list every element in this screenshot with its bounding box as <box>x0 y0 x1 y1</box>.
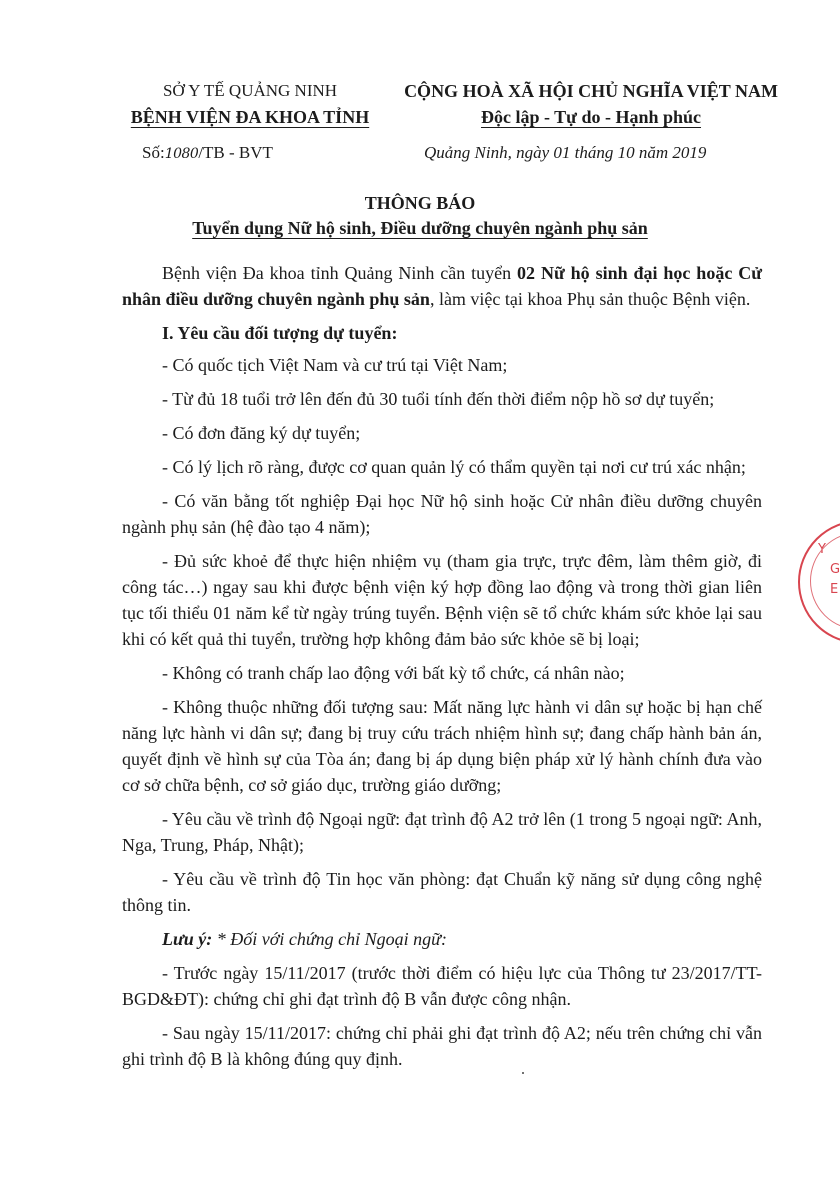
national-header <box>392 78 790 130</box>
intro-paragraph: Bệnh viện Đa khoa tỉnh Quảng Ninh cần tuyển 02 Nữ hộ sinh đại học hoặc Cử nhân điều dưỡng chuyên ngành phụ sản, làm việc tại khoa Phụ sản thuộc Bệnh viện. <box>122 263 763 309</box>
document-subtitle: Tuyển dụng Nữ hộ sinh, Điều dưỡng chuyên ngành phụ sản <box>192 218 648 238</box>
red-seal-stamp: Y G E <box>798 520 840 644</box>
requirement-item: - Có lý lịch rõ ràng, được cơ quan quản lý có thẩm quyền tại nơi cư trú xác nhận; <box>162 457 746 477</box>
note-item: - Trước ngày 15/11/2017 (trước thời điểm có hiệu lực của Thông tư 23/2017/TT-BGD&ĐT): chứng chỉ ghi đạt trình độ B vẫn được công nhận. <box>122 963 762 1009</box>
document-title: THÔNG BÁO <box>364 193 476 213</box>
requirement-item: - Yêu cầu về trình độ Ngoại ngữ: đạt trình độ A2 trở lên (1 trong 5 ngoại ngữ: Anh, Nga, Trung, Pháp, Nhật); <box>122 809 762 855</box>
requirement-item: - Có quốc tịch Việt Nam và cư trú tại Việt Nam; <box>162 355 508 375</box>
document-date: Quảng Ninh, ngày 01 tháng 10 năm 2019 <box>424 143 707 162</box>
requirement-item: - Yêu cầu về trình độ Tin học văn phòng: đạt Chuẩn kỹ năng sử dụng công nghệ thông tin. <box>122 869 762 915</box>
requirement-item: - Không thuộc những đối tượng sau: Mất năng lực hành vi dân sự hoặc bị hạn chế năng lực hành vi dân sự; đang bị truy cứu trách nhiệm hình sự; đang chấp hành bản án, quyết định về hình sự của Tòa án; đang bị áp dụng biện pháp xử lý hành chính đưa vào cơ sở chữa bệnh, cơ sở giáo dục, trường giáo dưỡng; <box>122 697 762 795</box>
issuer-hospital: BỆNH VIỆN ĐA KHOA TỈNH <box>130 107 370 127</box>
requirement-item: - Có văn bằng tốt nghiệp Đại học Nữ hộ sinh hoặc Cử nhân điều dưỡng chuyên ngành phụ sản (hệ đào tạo 4 năm); <box>122 491 762 537</box>
section-heading: I. Yêu cầu đối tượng dự tuyển: <box>162 323 398 343</box>
requirement-item: - Từ đủ 18 tuổi trở lên đến đủ 30 tuổi tính đến thời điểm nộp hồ sơ dự tuyển; <box>162 389 715 409</box>
note-heading: Lưu ý: * Đối với chứng chỉ Ngoại ngữ: <box>162 929 447 949</box>
requirement-item: - Đủ sức khoẻ để thực hiện nhiệm vụ (tham gia trực, trực đêm, làm thêm giờ, đi công tác…) ngay sau khi được bệnh viện ký hợp đồng lao động và trong thời gian liên tục tối thiểu 01 năm kể từ ngày trúng tuyển. Bệnh viện sẽ tổ chức khám sức khỏe lại sau khi có kết quả thi tuyển, trường hợp không đảm bảo sức khỏe sẽ bị loại; <box>122 551 762 649</box>
document-body <box>122 260 762 1080</box>
ink-speck <box>522 1072 524 1074</box>
handwritten-number: 1080 <box>164 146 199 162</box>
national-motto: Độc lập - Tự do - Hạnh phúc <box>480 107 702 127</box>
issuer-department: SỞ Y TẾ QUẢNG NINH <box>162 81 338 100</box>
issuer-block <box>100 78 400 130</box>
national-title: CỘNG HOÀ XÃ HỘI CHỦ NGHĨA VIỆT NAM <box>404 81 778 101</box>
note-item: - Sau ngày 15/11/2017: chứng chỉ phải ghi đạt trình độ A2; nếu trên chứng chỉ vẫn ghi trình độ B là không đúng quy định. <box>122 1023 762 1069</box>
requirement-item: - Có đơn đăng ký dự tuyển; <box>162 423 361 443</box>
document-number: Số:1080/TB - BVT <box>142 143 273 162</box>
requirement-item: - Không có tranh chấp lao động với bất kỳ tổ chức, cá nhân nào; <box>162 663 625 683</box>
